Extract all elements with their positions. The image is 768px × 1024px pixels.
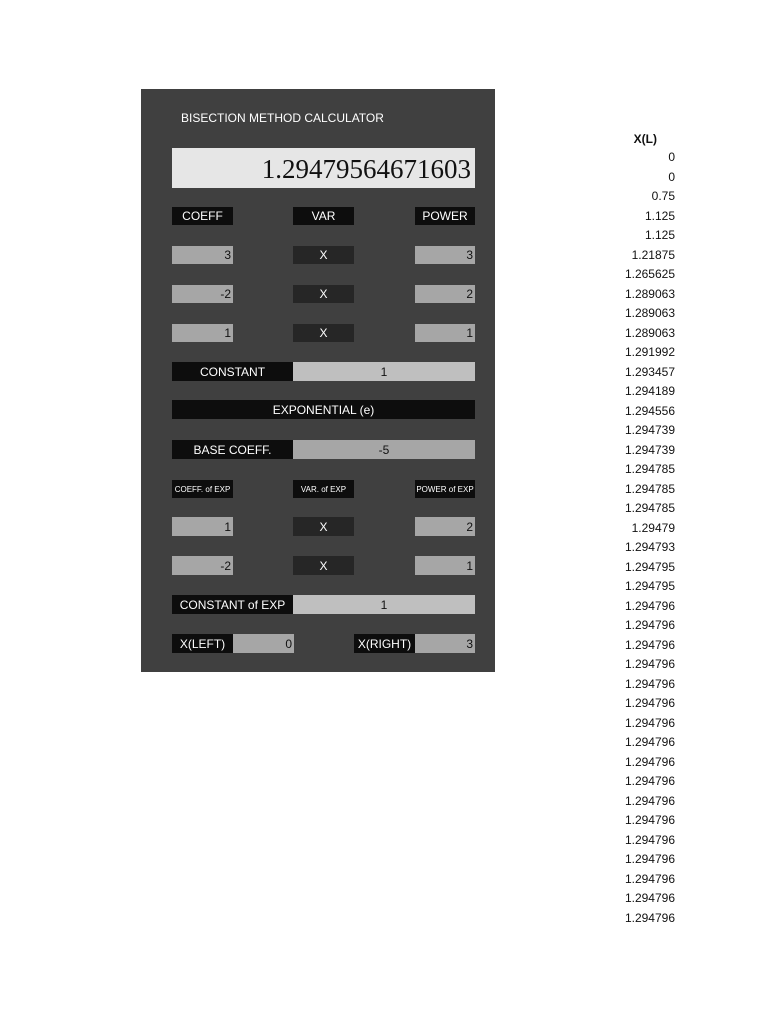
xl-value-cell: 1.294796 <box>624 813 675 827</box>
constant-input[interactable]: 1 <box>293 362 475 381</box>
constant-of-exp-input[interactable]: 1 <box>293 595 475 614</box>
constant-label: CONSTANT <box>172 362 293 381</box>
calculator-panel <box>141 89 495 672</box>
xl-column-header: X(L) <box>633 132 657 146</box>
xl-value-cell: 1.294796 <box>624 735 675 749</box>
xl-value-cell: 1.289063 <box>624 286 675 301</box>
exp-power-input-1[interactable]: 2 <box>415 517 475 536</box>
xl-value-cell: 1.294785 <box>624 462 675 476</box>
xl-value-cell: 1.294796 <box>624 871 675 886</box>
xl-value-cell: 1.294785 <box>624 481 675 496</box>
exp-var-cell-2: X <box>293 556 354 575</box>
xl-value-cell: 1.294739 <box>624 442 675 457</box>
xl-value-cell: 1.294796 <box>624 715 675 730</box>
exp-var-cell-1: X <box>293 517 354 536</box>
xl-value-cell: 1.294796 <box>624 676 675 691</box>
var-header: VAR <box>293 207 354 225</box>
xl-value-cell: 1.294796 <box>624 754 675 769</box>
xl-value-cell: 1.294796 <box>624 793 675 808</box>
base-coeff-label: BASE COEFF. <box>172 440 293 459</box>
coeff-of-exp-header: COEFF. of EXP <box>172 480 233 498</box>
xl-value-cell: 1.294796 <box>624 696 675 710</box>
power-input-3[interactable]: 1 <box>415 324 475 342</box>
xl-value-cell: 1.294795 <box>624 579 675 593</box>
xl-value-cell: 0 <box>668 150 675 164</box>
xl-value-cell: 1.294785 <box>624 501 675 515</box>
coeff-header: COEFF <box>172 207 233 225</box>
x-left-input[interactable]: 0 <box>233 634 294 653</box>
result-display: 1.29479564671603 <box>172 148 475 188</box>
xl-column <box>595 131 675 928</box>
power-of-exp-header: POWER of EXP <box>415 480 475 498</box>
exp-power-input-2[interactable]: 1 <box>415 556 475 575</box>
exp-coeff-input-2[interactable]: -2 <box>172 556 233 575</box>
var-cell-3: X <box>293 324 354 342</box>
xl-value-cell: 1.294796 <box>624 637 675 652</box>
xl-value-cell: 1.294556 <box>624 403 675 418</box>
x-left-label: X(LEFT) <box>172 634 233 653</box>
var-cell-1: X <box>293 246 354 264</box>
xl-value-cell: 1.125 <box>644 208 675 223</box>
xl-value-cell: 1.291992 <box>624 345 675 359</box>
xl-value-cell: 1.294795 <box>624 559 675 574</box>
var-of-exp-header: VAR. of EXP <box>293 480 354 498</box>
xl-value-cell: 1.294796 <box>624 774 675 788</box>
exp-coeff-input-1[interactable]: 1 <box>172 517 233 536</box>
xl-value-cell: 1.294796 <box>624 852 675 866</box>
xl-value-cell: 1.293457 <box>624 364 675 379</box>
xl-value-cell: 0.75 <box>651 189 675 203</box>
coeff-input-3[interactable]: 1 <box>172 324 233 342</box>
x-right-input[interactable]: 3 <box>415 634 475 653</box>
xl-value-cell: 0 <box>668 169 675 184</box>
xl-value-cell: 1.289063 <box>624 306 675 320</box>
xl-value-cell: 1.21875 <box>631 247 675 262</box>
xl-value-cell: 1.294796 <box>624 832 675 847</box>
coeff-input-2[interactable]: -2 <box>172 285 233 303</box>
base-coeff-input[interactable]: -5 <box>293 440 475 459</box>
x-right-label: X(RIGHT) <box>354 634 415 653</box>
power-header: POWER <box>415 207 475 225</box>
xl-value-cell: 1.125 <box>644 228 675 242</box>
xl-value-cell: 1.294739 <box>624 423 675 437</box>
calculator-title: BISECTION METHOD CALCULATOR <box>181 111 384 125</box>
coeff-input-1[interactable]: 3 <box>172 246 233 264</box>
xl-value-cell: 1.294796 <box>624 618 675 632</box>
power-input-1[interactable]: 3 <box>415 246 475 264</box>
xl-column-values <box>595 148 675 928</box>
xl-value-cell: 1.294796 <box>624 598 675 613</box>
xl-value-cell: 1.294793 <box>624 540 675 554</box>
xl-value-cell: 1.265625 <box>624 267 675 281</box>
xl-value-cell: 1.289063 <box>624 325 675 340</box>
xl-value-cell: 1.29479 <box>631 520 675 535</box>
constant-of-exp-label: CONSTANT of EXP <box>172 595 293 614</box>
xl-value-cell: 1.294796 <box>624 910 675 925</box>
xl-value-cell: 1.294796 <box>624 891 675 905</box>
exponential-header: EXPONENTIAL (e) <box>172 400 475 419</box>
xl-value-cell: 1.294796 <box>624 657 675 671</box>
xl-value-cell: 1.294189 <box>624 384 675 398</box>
power-input-2[interactable]: 2 <box>415 285 475 303</box>
var-cell-2: X <box>293 285 354 303</box>
